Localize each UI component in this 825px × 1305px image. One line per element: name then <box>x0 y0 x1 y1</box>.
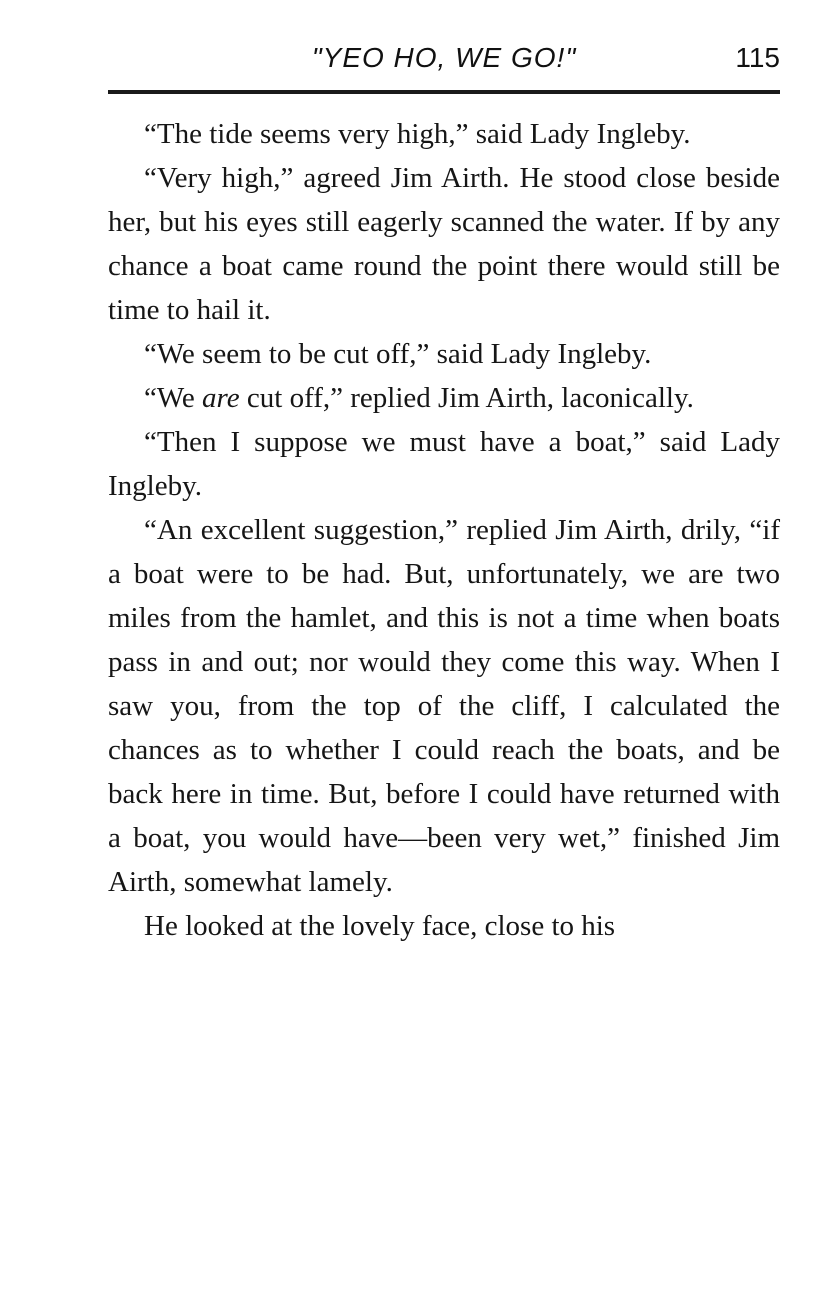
paragraph-4-end: cut off,” replied Jim Airth, laconically. <box>239 382 694 414</box>
paragraph-4-emphasis: are <box>202 382 240 414</box>
paragraph-5: “Then I suppose we must have a boat,” said Lady Ingleby. <box>108 426 780 502</box>
body-text <box>108 112 780 948</box>
running-header <box>108 42 780 82</box>
running-title: "YEO HO, WE GO!" <box>311 42 577 73</box>
paragraph-3: “We seem to be cut off,” said Lady Ingleby. <box>144 338 652 370</box>
paragraph-6: “An excellent suggestion,” replied Jim Airth, drily, “if a boat were to be had. But, unfortunately, we are two miles from the hamlet, and this is not a time when boats pass in and out; nor would they come this way. When I saw you, from the top of the cliff, I calculated the chances as to whether I could reach the boats, and be back here in time. But, before I could have returned with a boat, you would have—been very wet,” finished Jim Airth, somewhat lamely. <box>108 514 780 898</box>
paragraph-1: “The tide seems very high,” said Lady Ingleby. <box>144 118 691 150</box>
paragraph-4 <box>108 376 780 420</box>
paragraph-4-start: “We <box>144 382 203 414</box>
paragraph-7: He looked at the lovely face, close to his <box>144 910 616 942</box>
page-number: 115 <box>735 42 780 73</box>
header-rule <box>108 90 780 94</box>
paragraph-2: “Very high,” agreed Jim Airth. He stood close beside her, but his eyes still eagerly scanned the water. If by any chance a boat came round the point there would still be time to hail it. <box>108 162 780 326</box>
